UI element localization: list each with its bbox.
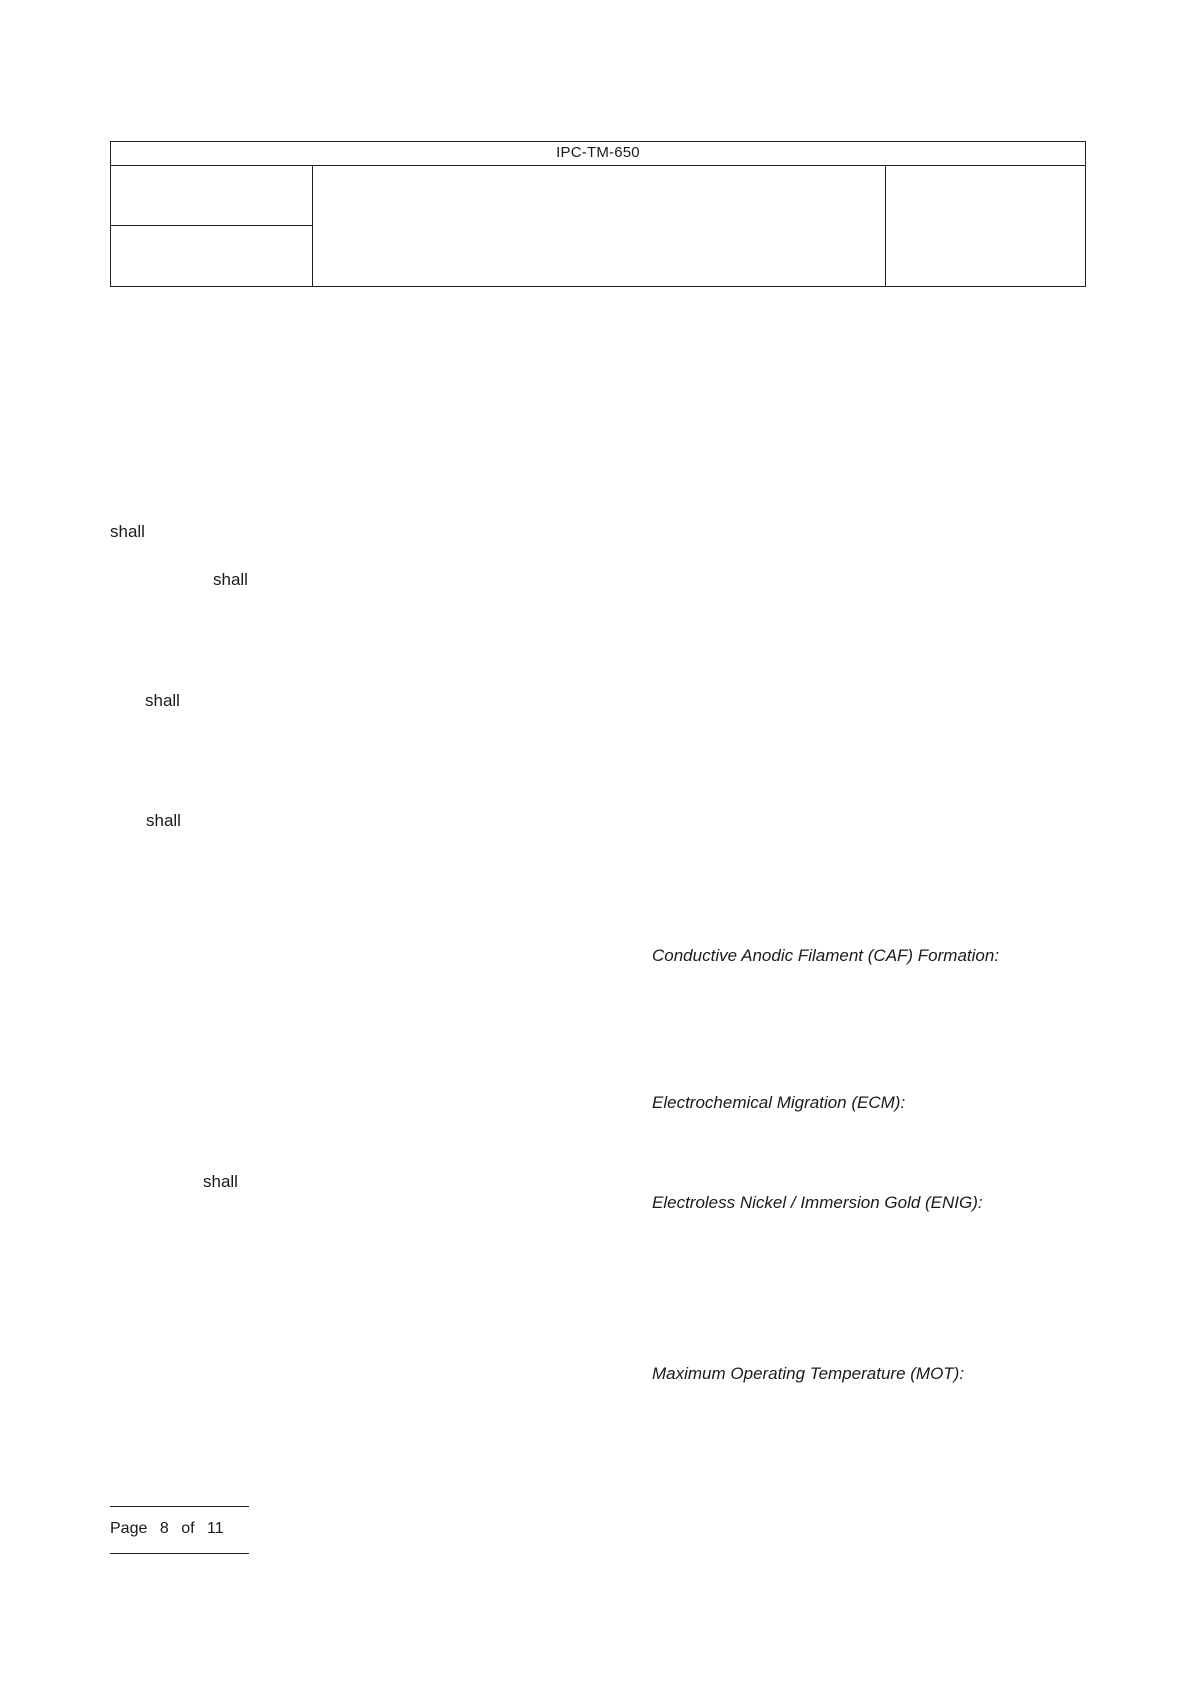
body-word-shall: shall — [145, 691, 180, 710]
definition-term-caf: Conductive Anodic Filament (CAF) Formation: — [652, 946, 1000, 965]
definition-term-ecm: Electrochemical Migration (ECM): — [652, 1093, 906, 1112]
header-title: IPC-TM-650 — [111, 142, 1085, 166]
page-number: 8 — [159, 1520, 169, 1537]
footer-rule-bottom — [110, 1553, 249, 1554]
body-word-shall: shall — [203, 1172, 238, 1191]
page-of-label: of — [181, 1520, 195, 1537]
page-label: Page — [110, 1520, 148, 1537]
page-total: 11 — [206, 1520, 224, 1537]
page-number-footer — [110, 1519, 224, 1539]
definition-term-enig: Electroless Nickel / Immersion Gold (ENIG): — [652, 1193, 983, 1212]
header-number-cell — [111, 166, 313, 226]
footer-rule-top — [110, 1506, 249, 1507]
document-header-table — [110, 141, 1086, 287]
body-word-shall: shall — [146, 811, 181, 830]
header-date-cell — [886, 166, 1085, 286]
header-revision-cell — [111, 226, 313, 286]
header-subject-cell — [313, 166, 886, 286]
body-word-shall: shall — [213, 570, 248, 589]
definition-term-mot: Maximum Operating Temperature (MOT): — [652, 1364, 965, 1383]
body-word-shall: shall — [110, 522, 145, 541]
